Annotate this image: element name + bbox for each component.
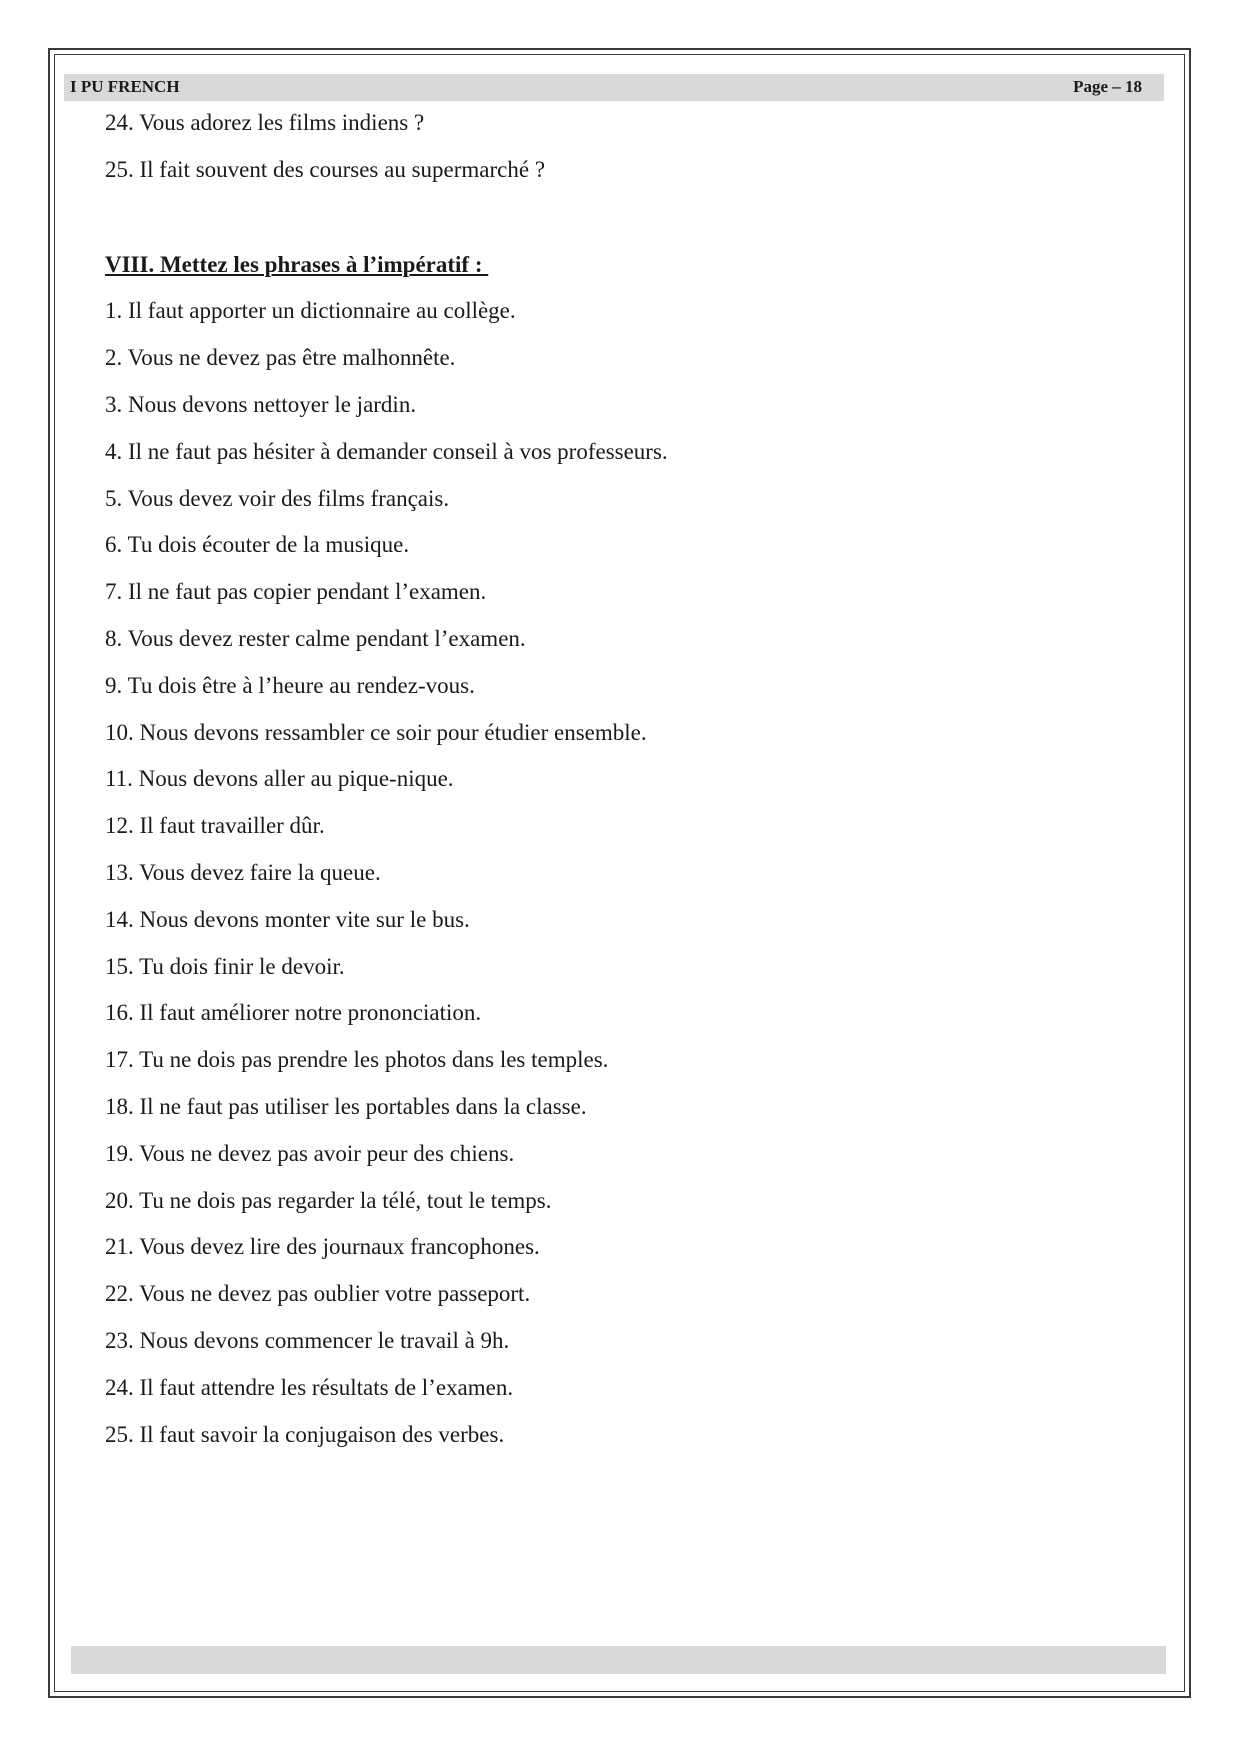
list-item: 10. Nous devons ressambler ce soir pour étudier ensemble.: [105, 719, 647, 745]
list-item: 9. Tu dois être à l’heure au rendez-vous.: [105, 672, 475, 698]
header-page-number: Page – 18: [1073, 77, 1142, 96]
exercise-list: [105, 288, 1145, 1458]
list-item: 18. Il ne faut pas utiliser les portables dans la classe.: [105, 1093, 587, 1119]
list-item: 25. Il fait souvent des courses au supermarché ?: [105, 156, 546, 182]
list-item: 23. Nous devons commencer le travail à 9h.: [105, 1327, 510, 1353]
list-item: 20. Tu ne dois pas regarder la télé, tout le temps.: [105, 1187, 552, 1213]
list-item: 22. Vous ne devez pas oublier votre passeport.: [105, 1281, 531, 1307]
list-item: 3. Nous devons nettoyer le jardin.: [105, 391, 417, 417]
list-item: 25. Il faut savoir la conjugaison des verbes.: [105, 1421, 505, 1447]
list-item: 8. Vous devez rester calme pendant l’examen.: [105, 625, 526, 651]
list-item: 19. Vous ne devez pas avoir peur des chiens.: [105, 1140, 515, 1166]
list-item: 7. Il ne faut pas copier pendant l’examen.: [105, 579, 487, 605]
list-item: 12. Il faut travailler dûr.: [105, 813, 325, 839]
list-item: 5. Vous devez voir des films français.: [105, 485, 450, 511]
page-content: [105, 100, 1145, 1458]
list-item: 4. Il ne faut pas hésiter à demander conseil à vos professeurs.: [105, 438, 668, 464]
page-footer: [71, 1646, 1166, 1674]
list-item: 16. Il faut améliorer notre prononciation.: [105, 1000, 482, 1026]
list-item: 2. Vous ne devez pas être malhonnête.: [105, 345, 456, 371]
section-heading: VIII. Mettez les phrases à l’impératif :: [105, 251, 489, 277]
list-item: 21. Vous devez lire des journaux francophones.: [105, 1234, 540, 1260]
list-item: 11. Nous devons aller au pique-nique.: [105, 766, 454, 792]
list-item: 6. Tu dois écouter de la musique.: [105, 532, 410, 558]
spacer: [105, 194, 1145, 242]
list-item: 15. Tu dois finir le devoir.: [105, 953, 345, 979]
list-item: 24. Il faut attendre les résultats de l’examen.: [105, 1374, 514, 1400]
page-header: [64, 74, 1164, 101]
header-course-title: I PU FRENCH: [70, 77, 180, 96]
list-item: 1. Il faut apporter un dictionnaire au collège.: [105, 298, 516, 324]
list-item: 13. Vous devez faire la queue.: [105, 859, 381, 885]
list-item: 14. Nous devons monter vite sur le bus.: [105, 906, 470, 932]
list-item: 17. Tu ne dois pas prendre les photos dans les temples.: [105, 1047, 609, 1073]
list-item: 24. Vous adorez les films indiens ?: [105, 110, 425, 135]
